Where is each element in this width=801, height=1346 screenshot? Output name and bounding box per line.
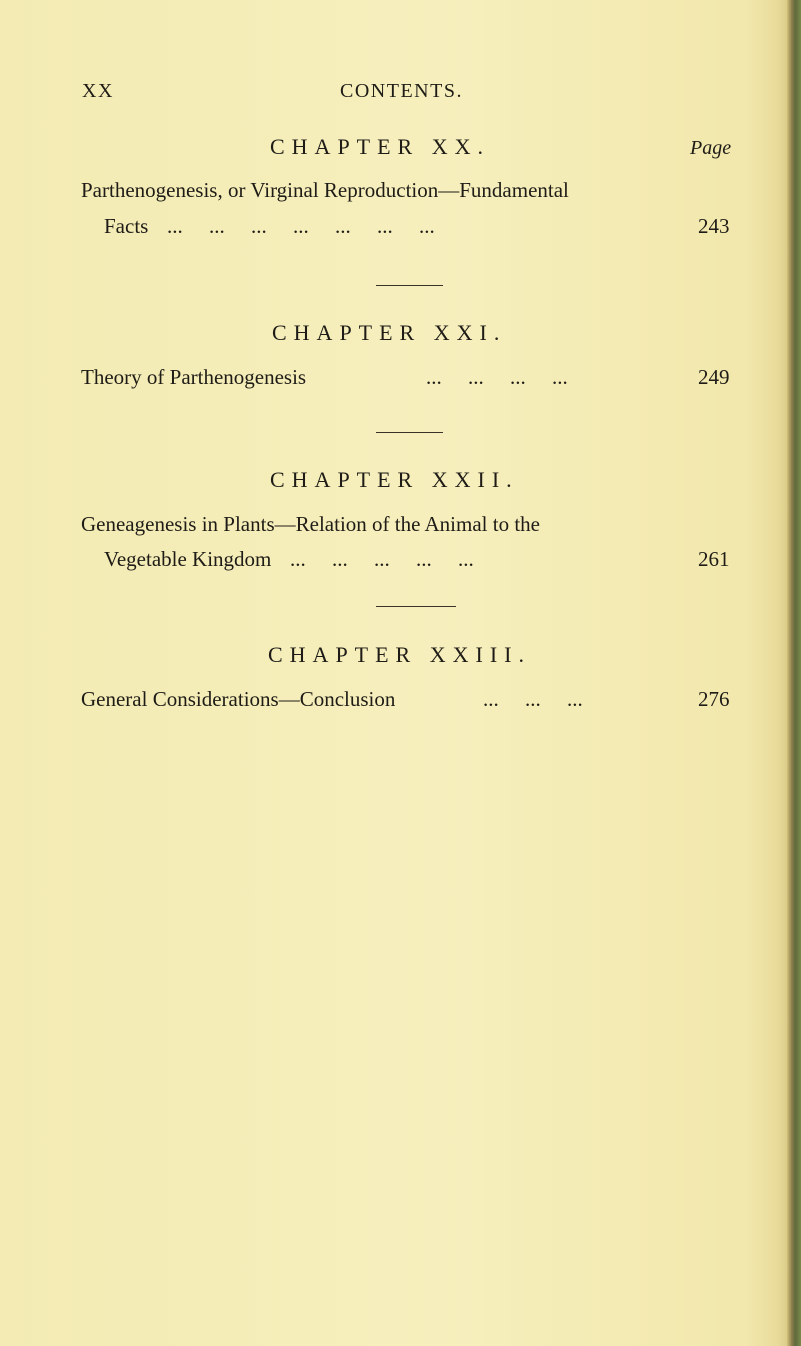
dot-leaders: ... ... ... ... ... <box>290 547 474 571</box>
chapter-title: Facts <box>104 214 149 238</box>
page-number: 276 <box>698 687 730 711</box>
page-number: 243 <box>698 214 730 238</box>
divider-rule <box>376 432 443 433</box>
chapter-title: Parthenogenesis, or Virginal Reproduction—Fundamental <box>81 178 569 202</box>
running-head-left: XX <box>82 80 114 102</box>
dot-leaders: ... ... ... <box>483 687 583 711</box>
chapter-heading: CHAPTER XXII. <box>270 467 519 492</box>
chapter-heading: CHAPTER XXI. <box>272 320 507 345</box>
divider-rule <box>376 606 456 607</box>
chapter-title: General Considerations—Conclusion <box>81 687 396 711</box>
running-head-title: CONTENTS. <box>340 80 463 102</box>
page-number: 249 <box>698 365 730 389</box>
chapter-heading: CHAPTER XX. <box>270 134 491 159</box>
dot-leaders: ... ... ... ... ... ... ... <box>167 214 435 238</box>
page-edge <box>787 0 801 1346</box>
divider-rule <box>376 285 443 286</box>
dot-leaders: ... ... ... ... <box>426 365 568 389</box>
page-number: 261 <box>698 547 730 571</box>
chapter-heading: CHAPTER XXIII. <box>268 642 531 667</box>
chapter-title: Vegetable Kingdom <box>104 547 272 571</box>
page-column-label: Page <box>690 137 732 159</box>
chapter-title: Theory of Parthenogenesis <box>81 365 307 389</box>
chapter-title: Geneagenesis in Plants—Relation of the Animal to the <box>81 512 540 536</box>
